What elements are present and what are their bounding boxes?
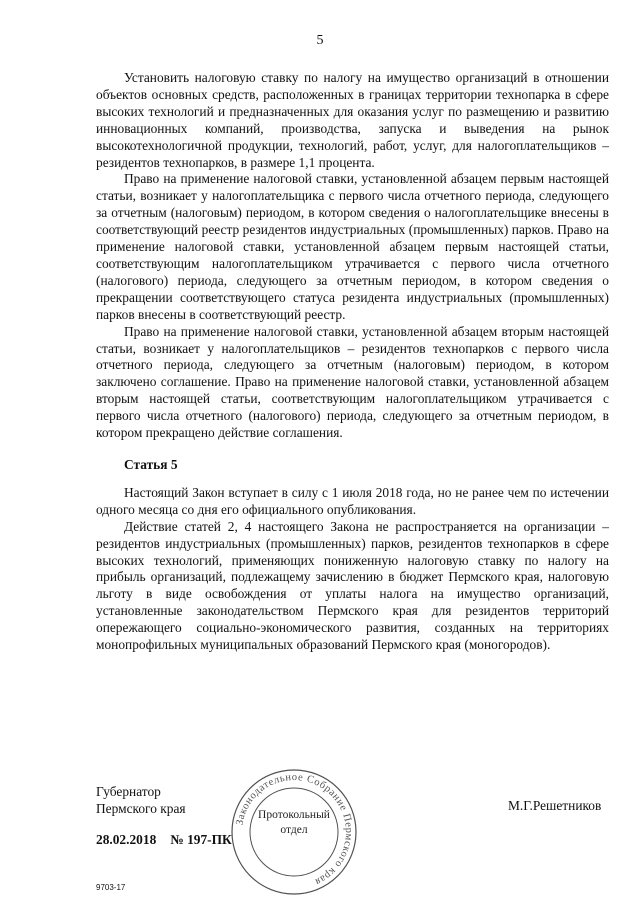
footer-code: 9703-17 [96, 883, 126, 892]
document-body [96, 70, 609, 654]
article-heading: Статья 5 [124, 456, 178, 472]
stamp-ring-text: Законодательное Собрание Пермского края [234, 771, 355, 888]
document-date: 28.02.2018 [96, 832, 157, 847]
signatory-title-line2: Пермского края [96, 800, 186, 816]
paragraph: Действие статей 2, 4 настоящего Закона не распространяется на организации – резидентов индустриальных (промышленных) парков, резидентов технопарков в сфере высоких технологий, применяющих пониженную налоговую ставку по налогу на прибыль организаций, подлежащему зачислению в бюджет Пермского края, налоговую льготу в виде освобождения от уплаты налога на имущество организаций, установленные законодательством Пермского края для резидентов территорий опережающего социально-экономического развития, созданных на территориях монопрофильных муниципальных образований Пермского края (моногородов). [96, 518, 609, 653]
signatory-title-line1: Губернатор [96, 784, 161, 799]
paragraph: Право на применение налоговой ставки, установленной абзацем вторым настоящей статьи, возникает у налогоплательщиков – резидентов технопарков с первого числа отчетного периода, следующего за отчетным (налоговым) периодом, в котором заключено соглашение. Право на применение налоговой ставки, установленной абзацем вторым настоящей статьи, соответствующим налогоплательщиком утрачивается с первого числа отчетного (налогового) периода, следующего за отчетным периодом, в котором прекращено действие соглашения. [96, 323, 609, 441]
stamp-inner-line1: Протокольный [258, 809, 330, 821]
document-reference [96, 832, 232, 848]
paragraph: Право на применение налоговой ставки, установленной абзацем первым настоящей статьи, возникает у налогоплательщика с первого числа отчетного периода, следующего за отчетным (налоговым) периодом, в котором сведения о налогоплательщике внесены в соответствующий реестр резидентов индустриальных (промышленных) парков. Право на применение налоговой ставки, установленной абзацем первым настоящей статьи, соответствующим налогоплательщиком утрачивается с первого числа отчетного (налогового) периода, следующего за отчетным периодом, в котором сведения о прекращении соответствующего статуса резидента индустриальных (промышленных) парков внесены в соответствующий реестр. [96, 171, 609, 322]
page-number: 5 [316, 33, 324, 48]
signatory-title [96, 784, 186, 817]
paragraph: Настоящий Закон вступает в силу с 1 июля 2018 года, но не ранее чем по истечении одного месяца со дня его официального опубликования. [96, 484, 609, 517]
stamp-inner-line2: отдел [280, 824, 308, 836]
paragraph: Установить налоговую ставку по налогу на имущество организаций в отношении объектов основных средств, расположенных в границах территории технопарка в сфере высоких технологий и предназначенных для оказания услуг по размещению и развитию инновационных компаний, производства, запуска и выведения на рынок высокотехнологичной продукции, технологий, работ, услуг, для налогоплательщиков – резидентов технопарков, в размере 1,1 процента. [96, 70, 609, 170]
stamp-inner-text [248, 808, 340, 838]
signatory-name: М.Г.Решетников [508, 798, 602, 813]
document-number: № 197-ПК [170, 832, 232, 847]
